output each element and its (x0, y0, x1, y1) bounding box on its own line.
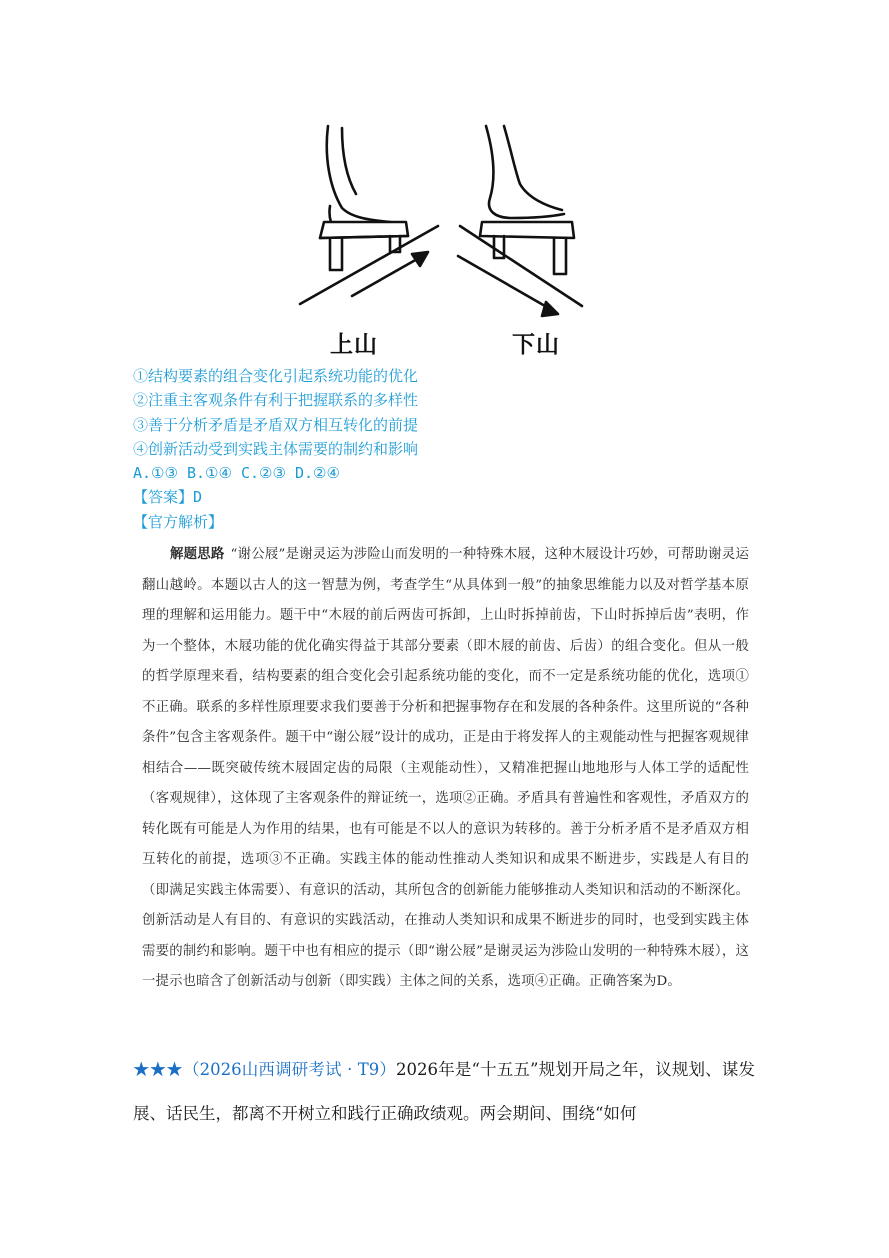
statement-2: ②注重主客观条件有利于把握联系的多样性 (133, 391, 419, 410)
question-text: 2026年是“十五五”规划开局之年，议规划、谋发展、话民生，都离不开树立和践行正确政绩观。两会期间、围绕“如何 (133, 1060, 755, 1123)
next-question (133, 1048, 755, 1136)
question-source-tag: ★★★（2026山西调研考试 · T9） (133, 1060, 397, 1079)
uphill-label: 上山 (330, 332, 378, 358)
question-options (133, 364, 753, 534)
statement-3: ③善于分析矛盾是矛盾双方相互转化的前提 (133, 415, 419, 434)
answer-line: 【答案】D (133, 488, 203, 507)
explanation-head: 解题思路 (170, 547, 225, 562)
clog-drawing (290, 118, 590, 358)
downhill-label: 下山 (512, 332, 560, 358)
explanation-paragraph (142, 540, 749, 998)
analysis-heading: 【官方解析】 (133, 512, 224, 531)
explanation-body: “谢公屐”是谢灵运为涉险山而发明的一种特殊木屐，这种木屐设计巧妙，可帮助谢灵运翻山越岭。本题以古人的这一智慧为例，考查学生“从具体到一般”的抽象思维能力以及对哲学基本原理的理解和运用能力。题干中“木屐的前后两齿可拆卸，上山时拆掉前齿，下山时拆掉后齿”表明，作为一个整体，木屐功能的优化确实得益于其部分要素（即木屐的前齿、后齿）的组合变化。但从一般的哲学原理来看，结构要素的组合变化会引起系统功能的变化，而不一定是系统功能的优化，选项①不正确。联系的多样性原理要求我们要善于分析和把握事物存在和发展的各种条件。这里所说的“各种条件”包含主客观条件。题干中“谢公屐”设计的成功，正是由于将发挥人的主观能动性与把握客观规律相结合——既突破传统木屐固定齿的局限（主观能动性），又精准把握山地地形与人体工学的适配性（客观规律），这体现了主客观条件的辩证统一，选项②正确。矛盾具有普遍性和客观性，矛盾双方的转化既有可能是人为作用的结果，也有可能是不以人的意识为转移的。善于分析矛盾不是矛盾双方相互转化的前提，选项③不正确。实践主体的能动性推动人类知识和成果不断进步，实践是人有目的（即满足实践主体需要）、有意识的活动，其所包含的创新能力能够推动人类知识和活动的不断深化。创新活动是人有目的、有意识的实践活动，在推动人类知识和成果不断进步的同时，也受到实践主体需要的制约和影响。题干中也有相应的提示（即“谢公屐”是谢灵运为涉险山发明的一种特殊木屐），这一提示也暗含了创新活动与创新（即实践）主体之间的关系，选项④正确。正确答案为D。 (142, 547, 749, 989)
statement-4: ④创新活动受到实践主体需要的制约和影响 (133, 439, 419, 458)
statement-1: ①结构要素的组合变化引起系统功能的优化 (133, 367, 419, 385)
clog-illustration (290, 118, 590, 358)
answer-choices: A.①③ B.①④ C.②③ D.②④ (133, 464, 340, 483)
